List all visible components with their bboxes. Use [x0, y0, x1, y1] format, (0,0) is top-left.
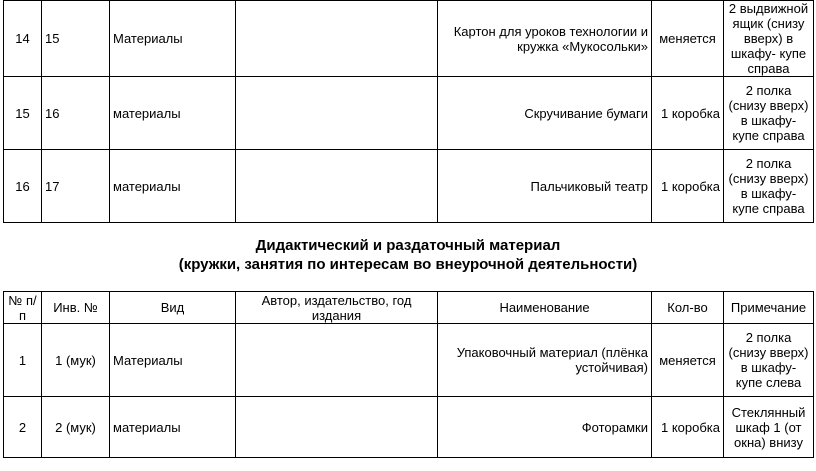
- cell-note: Стеклянный шкаф 1 (от окна) внизу: [724, 397, 814, 458]
- header-kind: Вид: [110, 292, 236, 324]
- table-row: [4, 1, 814, 77]
- cell-num: 1: [4, 324, 42, 397]
- section-title: Дидактический и раздаточный материал: [255, 237, 561, 254]
- cell-qty: 1 коробка: [652, 77, 724, 150]
- cell-author: [236, 77, 438, 150]
- cell-qty: 1 коробка: [652, 397, 724, 458]
- header-num: № п/п: [4, 292, 42, 324]
- cell-qty: меняется: [652, 324, 724, 397]
- cell-author: [236, 150, 438, 223]
- cell-inv: 2 (мук): [42, 397, 110, 458]
- cell-inv: 16: [42, 77, 110, 150]
- table-row: [4, 77, 814, 150]
- cell-qty: меняется: [652, 1, 724, 77]
- cell-inv: 15: [42, 1, 110, 77]
- cell-note: 2 полка (снизу вверх) в шкафу- купе справа: [724, 150, 814, 223]
- header-name: Наименование: [438, 292, 652, 324]
- table-row: [4, 324, 814, 397]
- cell-qty: 1 коробка: [652, 150, 724, 223]
- cell-num: 2: [4, 397, 42, 458]
- cell-note: 2 полка (снизу вверх) в шкафу- купе справа: [724, 77, 814, 150]
- cell-num: 15: [4, 77, 42, 150]
- section-heading: [0, 236, 816, 274]
- cell-name: Картон для уроков технологии и кружка «Мукосольки»: [438, 1, 652, 77]
- cell-inv: 1 (мук): [42, 324, 110, 397]
- cell-num: 14: [4, 1, 42, 77]
- cell-kind: материалы: [110, 150, 236, 223]
- header-note: Примечание: [724, 292, 814, 324]
- cell-name: Скручивание бумаги: [438, 77, 652, 150]
- header-qty: Кол-во: [652, 292, 724, 324]
- cell-author: [236, 397, 438, 458]
- cell-name: Упаковочный материал (плёнка устойчивая): [438, 324, 652, 397]
- cell-kind: Материалы: [110, 324, 236, 397]
- table-row: [4, 150, 814, 223]
- cell-num: 16: [4, 150, 42, 223]
- header-inv: Инв. №: [42, 292, 110, 324]
- cell-note: 2 полка (снизу вверх) в шкафу- купе слева: [724, 324, 814, 397]
- cell-kind: материалы: [110, 397, 236, 458]
- cell-author: [236, 1, 438, 77]
- table-header-row: [4, 292, 814, 324]
- cell-note: 2 выдвижной ящик (снизу вверх) в шкафу- купе справа: [724, 1, 814, 77]
- inventory-table-top: [3, 0, 814, 223]
- header-author: Автор, издательство, год издания: [236, 292, 438, 324]
- cell-author: [236, 324, 438, 397]
- cell-kind: материалы: [110, 77, 236, 150]
- cell-kind: Материалы: [110, 1, 236, 77]
- cell-inv: 17: [42, 150, 110, 223]
- inventory-table-bottom: [3, 291, 814, 458]
- cell-name: Фоторамки: [438, 397, 652, 458]
- table-row: [4, 397, 814, 458]
- section-subtitle: (кружки, занятия по интересам во внеурочной деятельности): [178, 256, 638, 273]
- cell-name: Пальчиковый театр: [438, 150, 652, 223]
